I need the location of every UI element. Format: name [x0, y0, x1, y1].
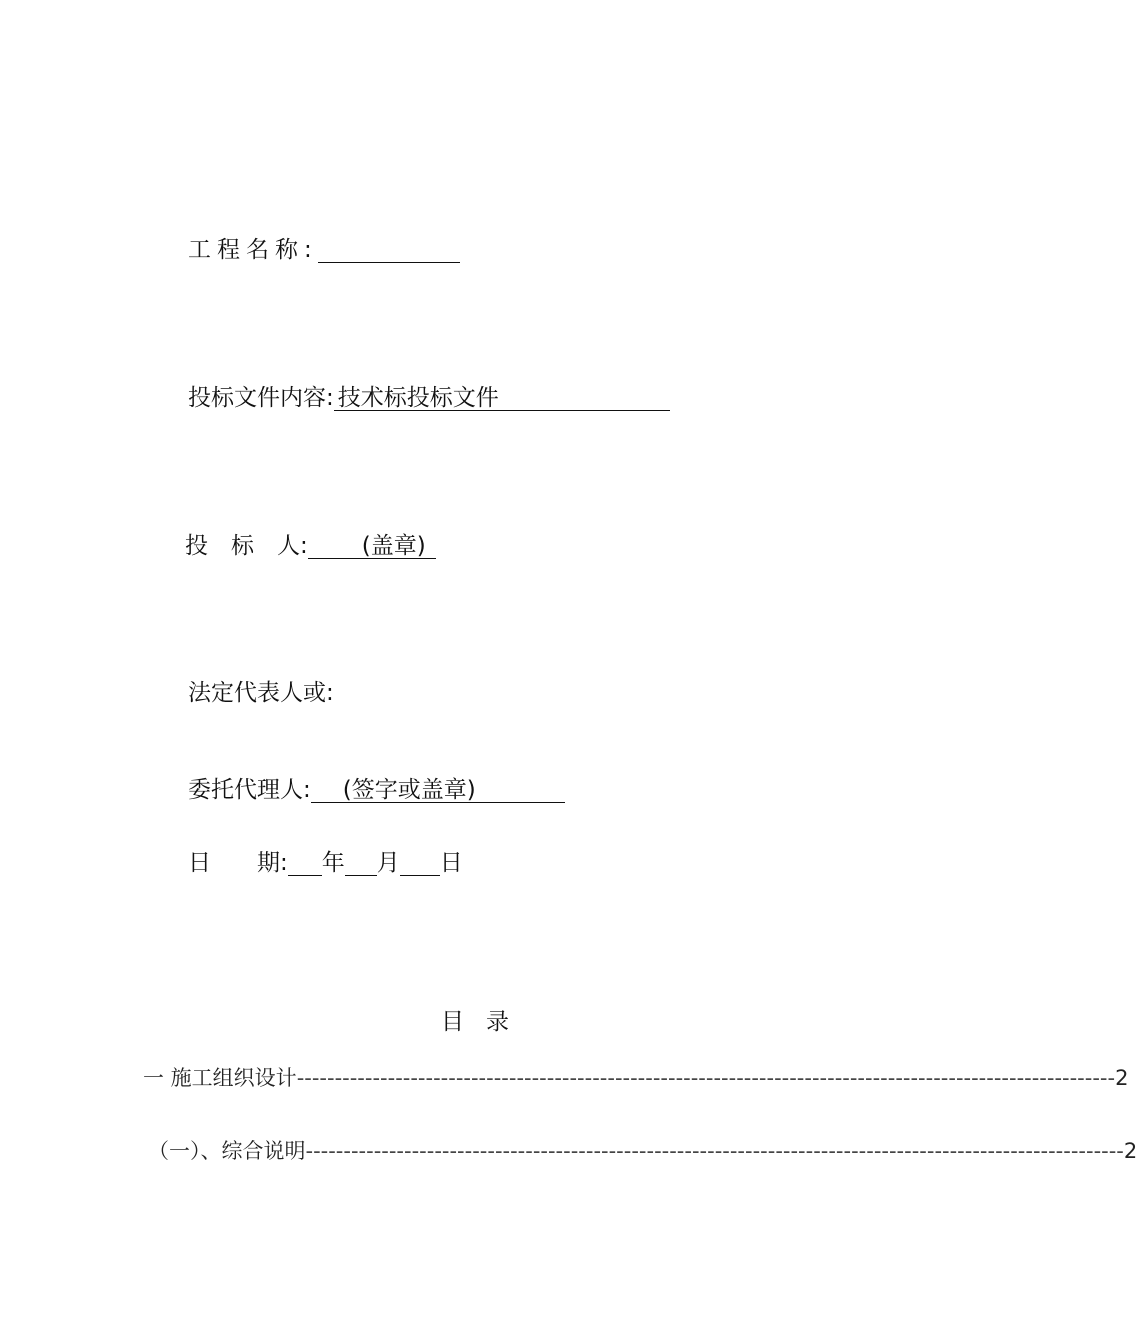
- agent-value: (签字或盖章): [342, 777, 476, 803]
- date-year-label: 年: [321, 850, 345, 876]
- toc-item-label: 一 施工组织设计: [143, 1066, 297, 1090]
- toc-leader-dashes: ------------------------------------------------------------------------------------------------------------: [305, 1139, 1124, 1163]
- toc-item-page: 2: [1123, 1139, 1137, 1163]
- project-name-row: [188, 236, 460, 264]
- content-row: [188, 384, 670, 412]
- date-day-label: 日: [439, 850, 463, 876]
- legal-rep-row: [188, 679, 334, 707]
- legal-rep-label: 法定代表人或:: [188, 680, 334, 706]
- toc-item-page: 2: [1115, 1066, 1129, 1090]
- date-day-blank: [400, 851, 440, 876]
- date-month-label: 月: [376, 850, 400, 876]
- date-row: [188, 849, 463, 877]
- content-label: 投标文件内容:: [188, 385, 334, 411]
- bidder-label: 投 标 人:: [185, 533, 308, 559]
- project-name-blank: [318, 238, 460, 263]
- toc-title: 目录: [441, 1009, 531, 1035]
- content-value: 技术标投标文件: [337, 385, 499, 411]
- toc-leader-dashes: ------------------------------------------------------------------------------------------------------------: [296, 1066, 1116, 1090]
- bidder-row: [185, 532, 436, 560]
- project-name-label: 工程名称:: [188, 237, 318, 263]
- date-year-blank: [288, 851, 322, 876]
- toc-item[interactable]: [143, 1065, 1129, 1091]
- agent-label: 委托代理人:: [188, 777, 311, 803]
- date-label: 日 期:: [188, 850, 288, 876]
- bidder-value-underline: [308, 534, 436, 559]
- bidder-value: (盖章): [361, 533, 426, 559]
- content-value-underline: [334, 386, 670, 411]
- date-month-blank: [345, 851, 377, 876]
- agent-value-underline: [311, 778, 565, 803]
- agent-row: [188, 776, 565, 804]
- toc-item-label: （一）、综合说明: [148, 1139, 306, 1163]
- toc-item[interactable]: [148, 1138, 1137, 1164]
